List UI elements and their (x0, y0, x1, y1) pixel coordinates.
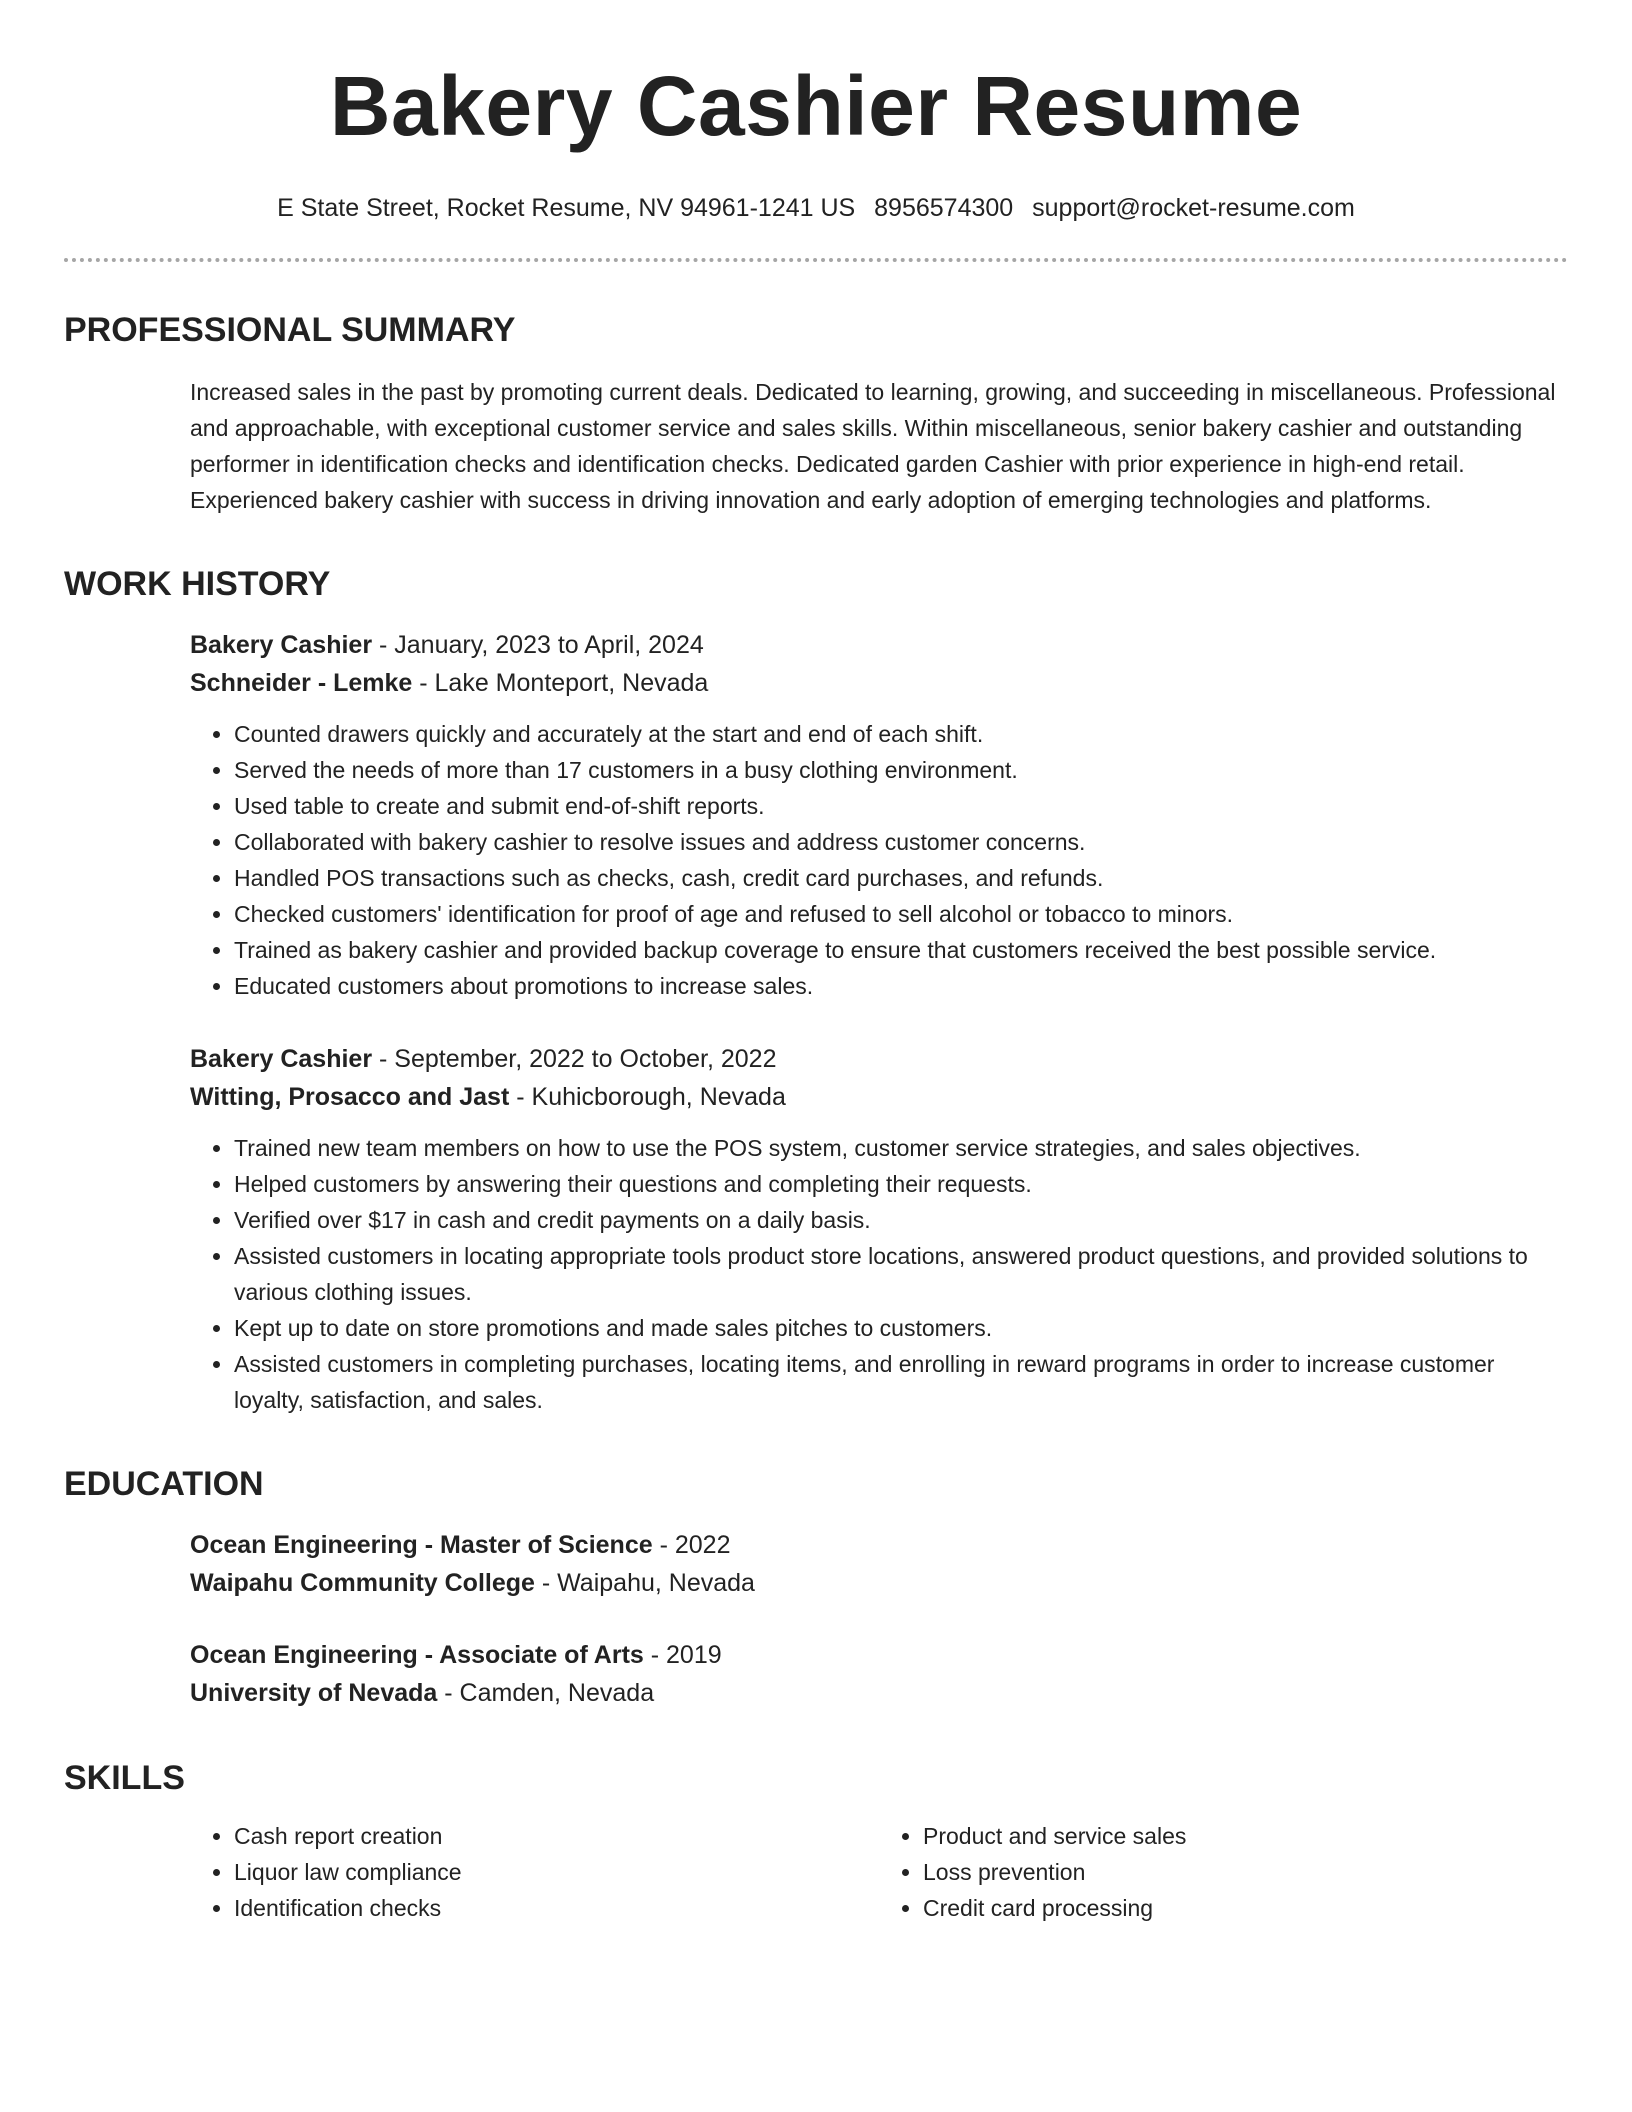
work-history-heading: WORK HISTORY (64, 565, 331, 603)
list-item: • Verified over $17 in cash and credit payments on a daily basis. (234, 1202, 1568, 1238)
job-company-line (190, 1078, 1568, 1116)
education-heading: EDUCATION (64, 1465, 264, 1503)
list-item: • Used table to create and submit end-of-shift reports. (234, 788, 1568, 824)
education-school: Waipahu Community College (190, 1569, 535, 1597)
job-role-line (190, 1040, 1568, 1078)
education-degree-line (190, 1526, 1568, 1564)
education-entry (190, 1636, 1568, 1712)
job-role-line (190, 626, 1568, 664)
header-divider (64, 258, 1568, 262)
summary-section (64, 308, 1568, 518)
job-role: Bakery Cashier (190, 631, 373, 659)
list-item: • Helped customers by answering their questions and completing their requests. (234, 1166, 1568, 1202)
job-bullets (190, 1130, 1568, 1418)
job-entry (190, 1040, 1568, 1418)
education-year: - 2022 (652, 1531, 731, 1559)
job-company: Schneider - Lemke (190, 669, 413, 697)
skills-columns (190, 1818, 1568, 1926)
skill-item: • Loss prevention (923, 1854, 1568, 1890)
contact-phone: 8956574300 (874, 194, 1014, 222)
education-degree: Ocean Engineering - Associate of Arts (190, 1641, 644, 1669)
education-degree: Ocean Engineering - Master of Science (190, 1531, 653, 1559)
skill-item: • Liquor law compliance (234, 1854, 879, 1890)
job-company: Witting, Prosacco and Jast (190, 1083, 510, 1111)
education-school-line (190, 1674, 1568, 1712)
summary-text: Increased sales in the past by promoting current deals. Dedicated to learning, growing, and succeeding in miscellaneous. Professional and approachable, with exceptional customer service and sales skills. Within miscellaneous, senior bakery cashier and outstanding performer in identification checks and identification checks. Dedicated garden Cashier with prior experience in high-end retail. Experienced bakery cashier with success in driving innovation and early adoption of emerging technologies and platforms. (190, 379, 1556, 513)
list-item: • Assisted customers in completing purchases, locating items, and enrolling in reward programs in order to increase customer loyalty, satisfaction, and sales. (234, 1346, 1568, 1418)
contact-email: support@rocket-resume.com (1032, 194, 1355, 222)
job-entry (190, 626, 1568, 1004)
education-degree-line (190, 1636, 1568, 1674)
job-location: - Kuhicborough, Nevada (509, 1083, 786, 1111)
education-location: - Camden, Nevada (437, 1679, 655, 1707)
list-item: • Collaborated with bakery cashier to resolve issues and address customer concerns. (234, 824, 1568, 860)
skills-list-left (190, 1818, 879, 1926)
list-item: • Handled POS transactions such as checks, cash, credit card purchases, and refunds. (234, 860, 1568, 896)
contact-line (64, 192, 1568, 224)
skills-section (64, 1756, 1568, 1926)
contact-address: E State Street, Rocket Resume, NV 94961-1241 US (277, 194, 856, 222)
education-location: - Waipahu, Nevada (534, 1569, 755, 1597)
education-entry (190, 1526, 1568, 1602)
list-item: • Kept up to date on store promotions and made sales pitches to customers. (234, 1310, 1568, 1346)
job-dates: - September, 2022 to October, 2022 (372, 1045, 777, 1073)
job-role: Bakery Cashier (190, 1045, 373, 1073)
education-section (64, 1462, 1568, 1712)
list-item: • Assisted customers in locating appropriate tools product store locations, answered product questions, and provided solutions to various clothing issues. (234, 1238, 1568, 1310)
job-dates: - January, 2023 to April, 2024 (372, 631, 704, 659)
education-year: - 2019 (643, 1641, 722, 1669)
skills-heading: SKILLS (64, 1759, 185, 1797)
job-company-line (190, 664, 1568, 702)
skill-item: • Credit card processing (923, 1890, 1568, 1926)
list-item: • Educated customers about promotions to increase sales. (234, 968, 1568, 1004)
skill-item: • Identification checks (234, 1890, 879, 1926)
education-school-line (190, 1564, 1568, 1602)
list-item: • Trained new team members on how to use the POS system, customer service strategies, and sales objectives. (234, 1130, 1568, 1166)
list-item: • Served the needs of more than 17 customers in a busy clothing environment. (234, 752, 1568, 788)
resume-title: Bakery Cashier Resume (329, 59, 1303, 153)
summary-heading: PROFESSIONAL SUMMARY (64, 311, 516, 349)
education-school: University of Nevada (190, 1679, 438, 1707)
job-bullets (190, 716, 1568, 1004)
work-history-section (64, 562, 1568, 1418)
skill-item: • Product and service sales (923, 1818, 1568, 1854)
list-item: • Counted drawers quickly and accurately at the start and end of each shift. (234, 716, 1568, 752)
skill-item: • Cash report creation (234, 1818, 879, 1854)
list-item: • Trained as bakery cashier and provided backup coverage to ensure that customers received the best possible service. (234, 932, 1568, 968)
job-location: - Lake Monteport, Nevada (412, 669, 709, 697)
list-item: • Checked customers' identification for proof of age and refused to sell alcohol or tobacco to minors. (234, 896, 1568, 932)
skills-list-right (879, 1818, 1568, 1926)
